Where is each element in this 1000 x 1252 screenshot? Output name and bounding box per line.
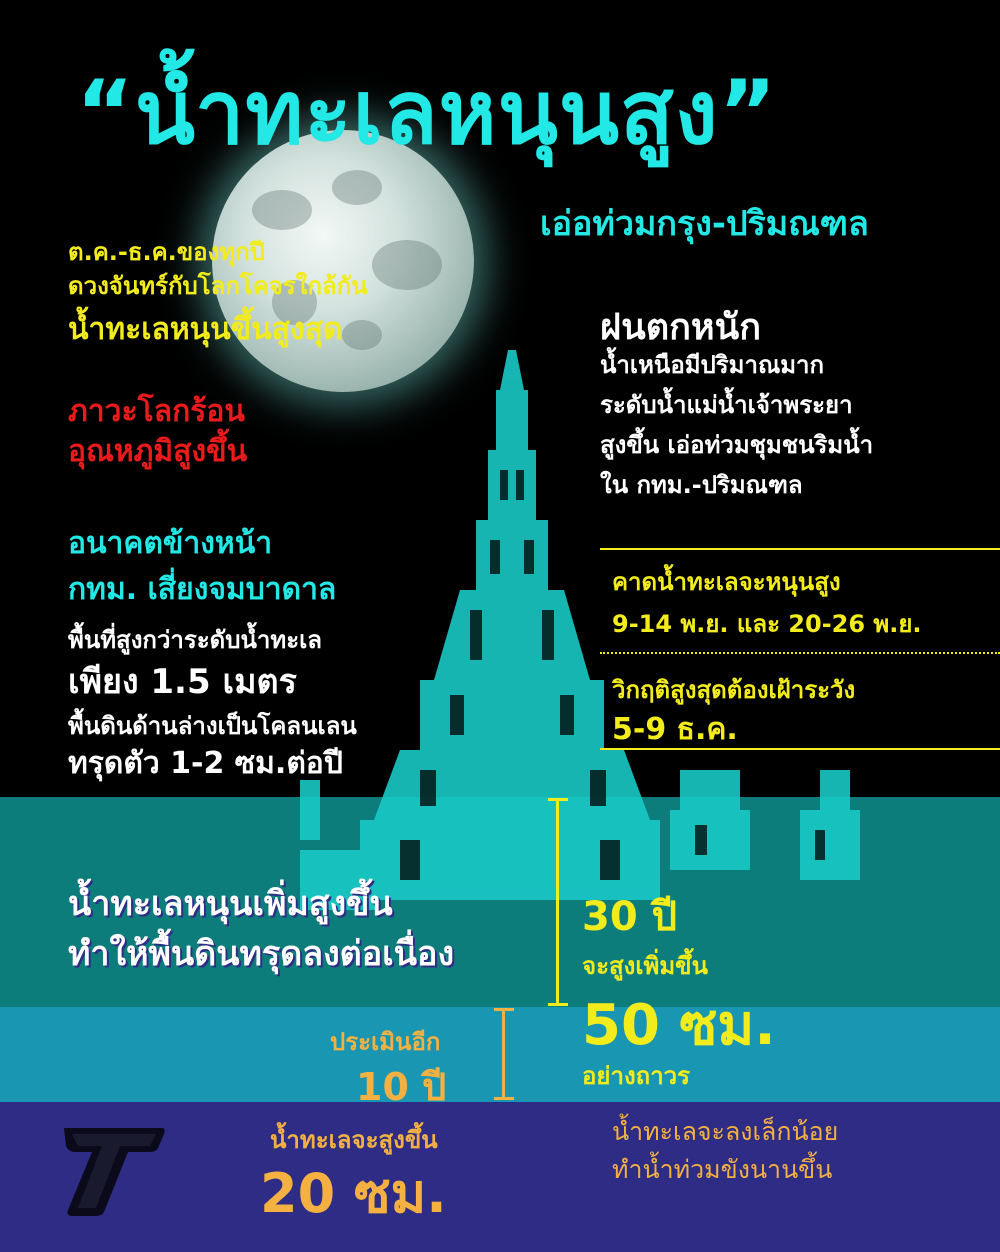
- future-text-line-6: ทรุดตัว 1-2 ซม.ต่อปี: [68, 746, 343, 781]
- rise-more-text: จะสูงเพิ่มขึ้น: [582, 952, 708, 980]
- future-text-line-3: พื้นที่สูงกว่าระดับน้ำทะเล: [68, 626, 323, 654]
- moon-text-line-1: ต.ค.-ธ.ค.ของทุกปี: [68, 238, 265, 266]
- crisis-text-line-2: 5-9 ธ.ค.: [612, 712, 738, 747]
- thirty-years: 30 ปี: [582, 894, 677, 940]
- sea-rise-text: น้ำทะเลจะสูงขึ้น: [270, 1126, 438, 1154]
- sea-text-line-2: ทำให้พื้นดินทรุดลงต่อเนื่อง: [68, 934, 455, 974]
- divider-line: [600, 548, 1000, 550]
- bracket-line: [556, 798, 559, 1006]
- permanent-text: อย่างถาวร: [582, 1062, 691, 1090]
- rain-text-line-4: ใน กทม.-ปริมณฑล: [600, 471, 803, 499]
- warming-text-line-2: อุณหภูมิสูงขึ้น: [68, 434, 248, 469]
- future-text-line-4: เพียง 1.5 เมตร: [68, 662, 297, 702]
- page-subtitle: เอ่อท่วมกรุง-ปริมณฑล: [540, 204, 869, 244]
- rain-title: ฝนตกหนัก: [600, 307, 762, 348]
- fifty-cm: 50 ซม.: [582, 993, 776, 1058]
- bracket-bottom: [548, 1003, 568, 1006]
- brand-logo-icon: [58, 1120, 168, 1220]
- moon-text-line-2: ดวงจันทร์กับโลกโคจรใกล้กัน: [68, 272, 368, 300]
- rain-text-line-2: ระดับน้ำแม่น้ำเจ้าพระยา: [600, 391, 853, 419]
- rain-text-line-3: สูงขึ้น เอ่อท่วมชุมชนริมน้ำ: [600, 431, 874, 459]
- future-text-line-1: อนาคตข้างหน้า: [68, 526, 273, 561]
- future-text-line-2: กทม. เสี่ยงจมบาดาล: [68, 572, 337, 607]
- twenty-cm: 20 ซม.: [260, 1162, 447, 1225]
- rain-text-line-1: น้ำเหนือมีปริมาณมาก: [600, 351, 825, 379]
- recede-text-line-1: น้ำทะเลจะลงเล็กน้อย: [612, 1117, 839, 1146]
- dotted-divider: [600, 652, 1000, 654]
- divider-line: [600, 748, 1000, 750]
- cyan-band: [0, 1007, 1000, 1102]
- ten-years: 10 ปี: [356, 1065, 447, 1109]
- warming-text-line-1: ภาวะโลกร้อน: [68, 394, 245, 429]
- assess-text: ประเมินอีก: [330, 1028, 441, 1056]
- sea-text-line-1: น้ำทะเลหนุนเพิ่มสูงขึ้น: [68, 884, 393, 924]
- bracket-line: [502, 1008, 505, 1100]
- recede-text-line-2: ทำน้ำท่วมขังนานขึ้น: [612, 1155, 833, 1184]
- page-title: “น้ำทะเลหนุนสูง”: [76, 61, 778, 164]
- forecast-text-line-1: คาดน้ำทะเลจะหนุนสูง: [612, 568, 841, 596]
- future-text-line-5: พื้นดินด้านล่างเป็นโคลนเลน: [68, 712, 357, 740]
- moon-text-line-3: น้ำทะเลหนุนขึ้นสูงสุด: [68, 312, 343, 347]
- bracket-bottom: [494, 1097, 514, 1100]
- forecast-text-line-2: 9-14 พ.ย. และ 20-26 พ.ย.: [612, 610, 922, 638]
- crisis-text-line-1: วิกฤติสูงสุดต้องเฝ้าระวัง: [612, 676, 856, 704]
